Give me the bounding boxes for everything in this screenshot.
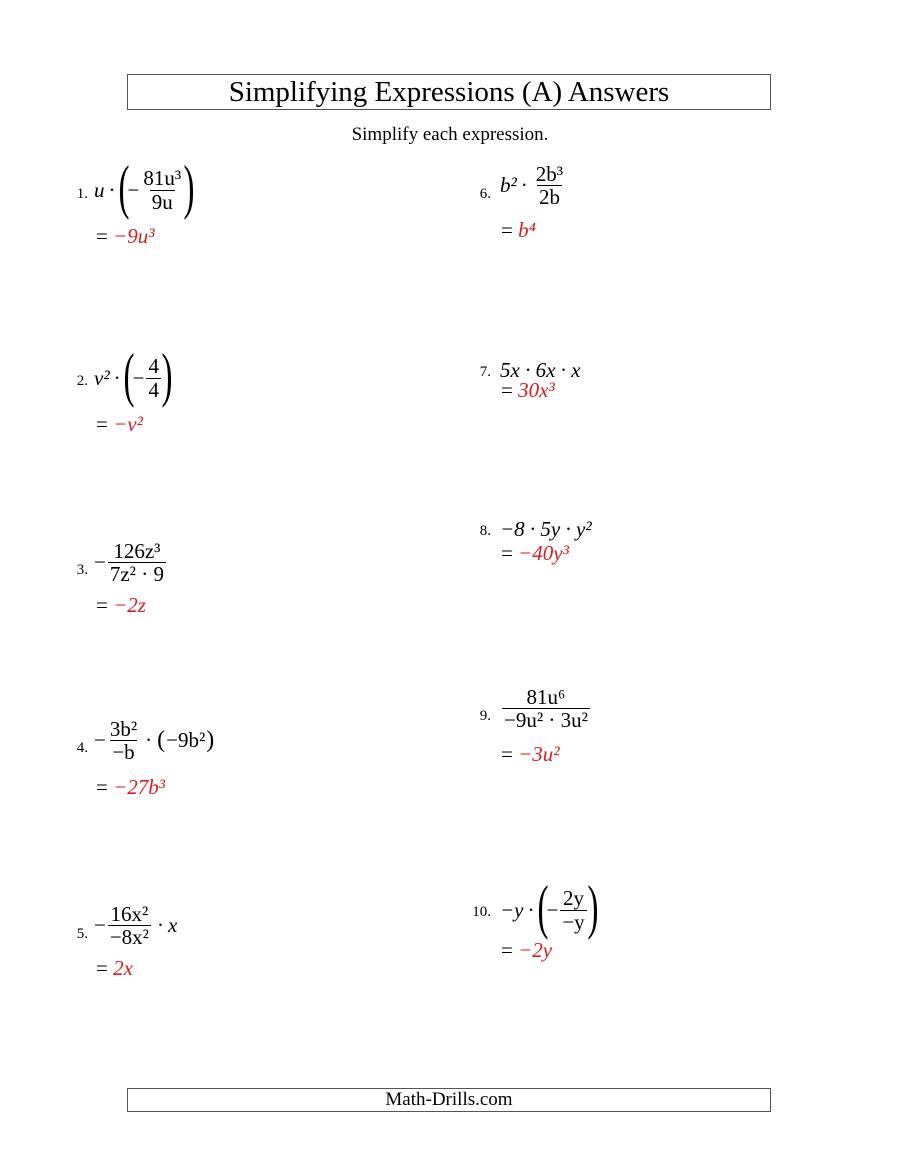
term: u <box>94 177 105 202</box>
problem-5-expression <box>94 903 177 948</box>
denominator: 4 <box>148 377 159 402</box>
problem-3-expression <box>94 540 168 585</box>
denominator: −9u² · 3u² <box>504 708 588 733</box>
fraction <box>534 163 565 208</box>
problem-8-answer <box>501 543 569 564</box>
answer-value: −v² <box>113 412 143 436</box>
fraction <box>108 718 139 763</box>
problem-number: 3. <box>76 562 88 578</box>
equals-sign: = <box>501 378 513 402</box>
term: −8 · 5y · y² <box>500 517 592 541</box>
sign: − <box>94 728 106 753</box>
operator: · <box>113 365 121 390</box>
numerator: 81u³ <box>143 166 182 191</box>
fraction <box>108 540 166 585</box>
equals-sign: = <box>501 938 513 962</box>
numerator: 81u⁶ <box>526 685 566 709</box>
fraction <box>146 355 161 400</box>
numerator: 2y <box>563 886 584 911</box>
term: −y <box>500 897 524 922</box>
denominator: −8x² <box>109 925 149 950</box>
fraction <box>560 887 586 932</box>
problem-6-answer <box>501 220 536 241</box>
term: x <box>167 913 178 938</box>
fraction <box>108 903 151 948</box>
problem-1-expression <box>94 154 195 220</box>
problem-2-answer <box>96 414 143 435</box>
operator: · <box>156 913 164 938</box>
answer-value: −3u² <box>518 742 560 766</box>
open-paren: ( <box>117 154 129 220</box>
equals-sign: = <box>96 412 108 436</box>
sign: − <box>94 913 106 938</box>
numerator: 16x² <box>110 902 149 926</box>
answer-value: 30x³ <box>518 378 555 402</box>
numerator: 3b² <box>109 717 138 741</box>
answer-value: −27b³ <box>113 775 166 799</box>
footer-source: Math-Drills.com <box>127 1088 771 1112</box>
term: v² <box>94 365 110 390</box>
equals-sign: = <box>96 956 108 980</box>
denominator: 7z² · 9 <box>109 562 164 587</box>
term: b² <box>500 173 517 198</box>
problem-8-expression <box>500 517 592 542</box>
operator: · <box>520 173 528 198</box>
problem-4-expression <box>94 718 215 763</box>
term: −9b² <box>166 728 206 753</box>
answer-value: 2x <box>113 956 133 980</box>
problem-10-answer <box>501 940 552 961</box>
problem-9-answer <box>501 744 560 765</box>
operator: · <box>527 897 535 922</box>
problem-4-answer <box>96 777 165 798</box>
answer-value: −2y <box>518 938 553 962</box>
numerator: 4 <box>148 354 159 379</box>
term: 5x · 6x · x <box>500 358 581 382</box>
problem-number: 6. <box>479 186 491 202</box>
close-paren: ) <box>587 874 599 940</box>
numerator: 2b³ <box>535 162 564 186</box>
problem-number: 7. <box>479 364 491 380</box>
problem-number: 1. <box>76 186 88 202</box>
close-paren: ) <box>183 154 195 220</box>
denominator: 2b <box>538 185 560 210</box>
sign: − <box>546 897 559 922</box>
equals-sign: = <box>501 218 513 242</box>
close-paren: ) <box>161 342 173 408</box>
equals-sign: = <box>501 742 513 766</box>
open-paren: ( <box>157 727 166 754</box>
problem-number: 9. <box>479 708 491 724</box>
equals-sign: = <box>96 593 108 617</box>
problem-number: 10. <box>472 904 491 920</box>
sign: − <box>94 550 106 575</box>
sign: − <box>127 177 140 202</box>
answer-value: −9u³ <box>113 224 155 248</box>
close-paren: ) <box>206 727 215 754</box>
instruction-text: Simplify each expression. <box>351 124 549 145</box>
problem-1-answer <box>96 226 155 247</box>
operator: · <box>145 728 153 753</box>
problem-number: 5. <box>76 926 88 942</box>
problem-number: 2. <box>76 373 88 389</box>
problem-9-expression <box>500 686 592 731</box>
sign: − <box>132 365 145 390</box>
worksheet-title: Simplifying Expressions (A) Answers <box>127 74 771 110</box>
numerator: 126z³ <box>113 539 161 563</box>
answer-value: −40y³ <box>518 541 569 565</box>
problem-10-expression <box>500 874 599 940</box>
denominator: 9u <box>151 189 173 214</box>
problem-7-answer <box>501 380 555 401</box>
answer-value: b⁴ <box>518 218 536 242</box>
denominator: −b <box>112 740 135 765</box>
operator: · <box>108 177 116 202</box>
open-paren: ( <box>536 874 548 940</box>
problem-6-expression <box>500 163 567 208</box>
answer-value: −2z <box>113 593 146 617</box>
problem-2-expression <box>94 342 173 408</box>
equals-sign: = <box>96 224 108 248</box>
fraction <box>502 686 590 731</box>
problem-5-answer <box>96 958 133 979</box>
fraction <box>141 167 183 212</box>
problem-number: 4. <box>76 740 88 756</box>
problem-number: 8. <box>479 523 491 539</box>
open-paren: ( <box>123 342 135 408</box>
equals-sign: = <box>501 541 513 565</box>
equals-sign: = <box>96 775 108 799</box>
denominator: −y <box>562 909 585 934</box>
problem-3-answer <box>96 595 146 616</box>
